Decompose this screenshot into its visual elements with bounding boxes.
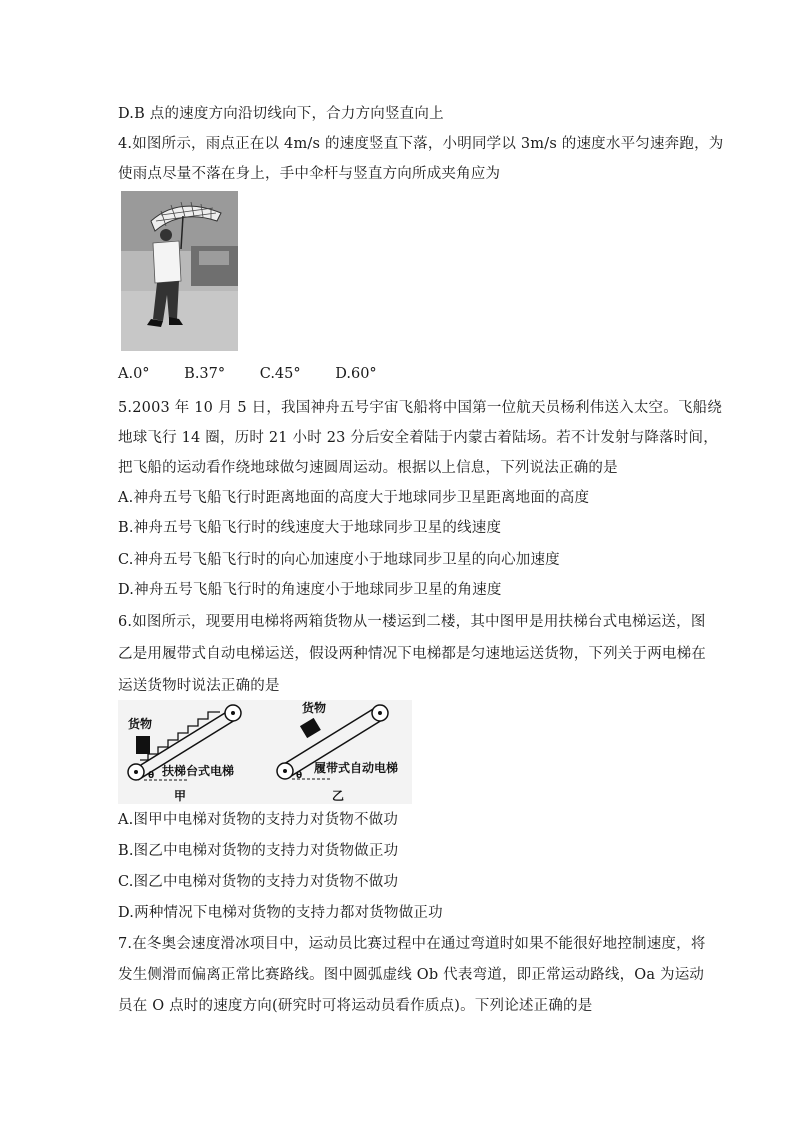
- q6-option-c: C.图乙中电梯对货物的支持力对货物不做功: [118, 874, 399, 890]
- fig1-cargo-label: 货物: [128, 717, 153, 731]
- fig1-name-label: 扶梯台式电梯: [162, 764, 235, 778]
- question-6-text: 6.如图所示，现要用电梯将两箱货物从一楼运到二楼，其中图甲是用扶梯台式电梯运送，图: [118, 614, 706, 630]
- fig2-angle-label: θ: [296, 771, 303, 781]
- question-7-text-cont2: 员在 O 点时的速度方向(研究时可将运动员看作质点)。下列论述正确的是: [118, 998, 593, 1014]
- question-4-text: 4.如图所示，雨点正在以 4m/s 的速度竖直下落，小明同学以 3m/s 的速度水平匀速奔跑，为: [118, 136, 724, 152]
- q6-option-d: D.两种情况下电梯对货物的支持力都对货物做正功: [118, 905, 443, 921]
- question-4-text-cont: 使雨点尽量不落在身上，手中伞杆与竖直方向所成夹角应为: [118, 166, 501, 182]
- question-6-text-cont2: 运送货物时说法正确的是: [118, 678, 280, 694]
- escalator-figure-jia: [118, 700, 278, 808]
- q4-option-c: C.45°: [259, 366, 301, 382]
- q5-option-d: D.神舟五号飞船飞行时的角速度小于地球同步卫星的角速度: [118, 582, 502, 598]
- umbrella-runner-photo: [121, 191, 238, 351]
- question-5-text: 5.2003 年 10 月 5 日，我国神舟五号宇宙飞船将中国第一位航天员杨利伟送入太空。飞船绕: [118, 400, 723, 416]
- fig2-cargo-label: 货物: [302, 701, 327, 715]
- fig2-name-label: 履带式自动电梯: [314, 761, 399, 775]
- fig2-caption: 乙: [332, 789, 345, 803]
- q6-option-b: B.图乙中电梯对货物的支持力对货物做正功: [118, 843, 399, 859]
- escalator-figure-yi: [270, 700, 412, 808]
- q4-option-b: B.37°: [184, 366, 226, 382]
- q5-option-c: C.神舟五号飞船飞行时的向心加速度小于地球同步卫星的向心加速度: [118, 552, 560, 568]
- q4-option-d: D.60°: [335, 366, 377, 382]
- q4-option-a: A.0°: [118, 366, 150, 382]
- question-7-text: 7.在冬奥会速度滑冰项目中，运动员比赛过程中在通过弯道时如果不能很好地控制速度，将: [118, 936, 706, 952]
- question-6-text-cont: 乙是用履带式自动电梯运送，假设两种情况下电梯都是匀速地运送货物，下列关于两电梯在: [118, 646, 706, 662]
- q5-option-b: B.神舟五号飞船飞行时的线速度大于地球同步卫星的线速度: [118, 520, 502, 536]
- fig1-caption: 甲: [174, 789, 187, 803]
- line-q3-option-d: D.B 点的速度方向沿切线向下，合力方向竖直向上: [118, 106, 444, 122]
- question-5-text-cont2: 把飞船的运动看作绕地球做匀速圆周运动。根据以上信息，下列说法正确的是: [118, 460, 618, 476]
- q5-option-a: A.神舟五号飞船飞行时距离地面的高度大于地球同步卫星距离地面的高度: [118, 490, 590, 506]
- question-5-text-cont: 地球飞行 14 圈，历时 21 小时 23 分后安全着陆于内蒙古着陆场。若不计发射与降落时间，: [118, 430, 718, 446]
- q6-option-a: A.图甲中电梯对货物的支持力对货物不做功: [118, 812, 399, 828]
- question-7-text-cont: 发生侧滑而偏离正常比赛路线。图中圆弧虚线 Ob 代表弯道，即正常运动路线，Oa 为运动: [118, 967, 705, 983]
- fig1-angle-label: θ: [148, 771, 155, 781]
